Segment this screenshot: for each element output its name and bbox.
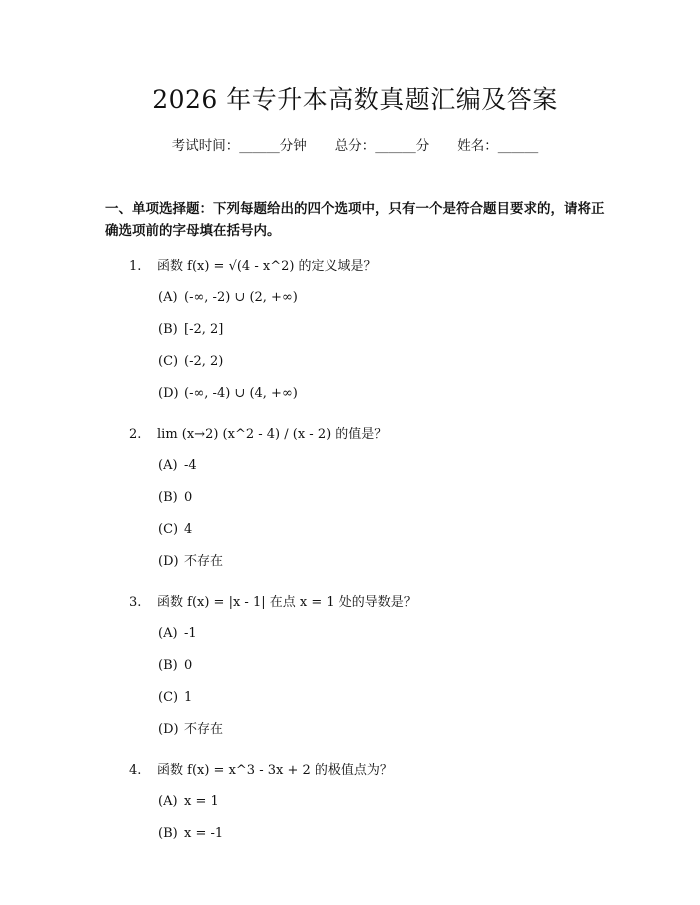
option-label: (B)	[158, 322, 178, 337]
option-c	[105, 346, 605, 378]
question-text: lim (x→2) (x^2 - 4) / (x - 2) 的值是？	[157, 427, 388, 442]
option-text: x = -1	[184, 826, 224, 841]
question-number: 3.	[129, 595, 142, 610]
question-number: 2.	[129, 427, 142, 442]
option-a	[105, 618, 605, 650]
option-label: (D)	[158, 722, 179, 737]
option-c	[105, 682, 605, 714]
option-text: (-∞, -4) ∪ (4, +∞)	[184, 386, 298, 401]
option-text: 0	[184, 490, 193, 505]
document-title: 2026 年专升本高数真题汇编及答案	[152, 85, 558, 114]
option-b	[105, 650, 605, 682]
option-text: 1	[184, 690, 193, 705]
option-b	[105, 818, 605, 850]
question-stem	[105, 252, 605, 282]
option-c	[105, 514, 605, 546]
option-a	[105, 786, 605, 818]
question-3	[105, 588, 605, 746]
question-text: 函数 f(x) = |x - 1| 在点 x = 1 处的导数是？	[157, 595, 417, 610]
option-d	[105, 546, 605, 578]
question-2	[105, 420, 605, 578]
question-number: 4.	[129, 763, 142, 778]
option-text: (-2, 2)	[184, 354, 224, 369]
option-d	[105, 714, 605, 746]
option-label: (C)	[158, 522, 179, 537]
option-d	[105, 378, 605, 410]
option-text: 4	[184, 522, 193, 537]
student-name-field: 姓名：______	[457, 138, 539, 154]
option-text: 不存在	[184, 554, 224, 569]
option-label: (A)	[158, 290, 178, 305]
option-text: [-2, 2]	[184, 322, 224, 337]
option-label: (D)	[158, 554, 179, 569]
option-label: (A)	[158, 458, 178, 473]
option-text: -4	[184, 458, 197, 473]
question-number: 1.	[129, 259, 142, 274]
option-b	[105, 482, 605, 514]
option-a	[105, 450, 605, 482]
option-b	[105, 314, 605, 346]
option-label: (C)	[158, 690, 179, 705]
question-stem	[105, 420, 605, 450]
option-label: (B)	[158, 826, 178, 841]
exam-time-field: 考试时间：______分钟	[171, 138, 307, 154]
option-label: (D)	[158, 386, 179, 401]
question-4	[105, 756, 605, 850]
option-label: (B)	[158, 658, 178, 673]
option-text: 0	[184, 658, 193, 673]
section-heading: 一、单项选择题：下列每题给出的四个选项中，只有一个是符合题目要求的，请将正确选项前的字母填在括号内。	[105, 201, 605, 239]
option-text: 不存在	[184, 722, 224, 737]
option-text: x = 1	[184, 794, 219, 809]
option-text: (-∞, -2) ∪ (2, +∞)	[184, 290, 298, 305]
option-label: (A)	[158, 626, 178, 641]
question-1	[105, 252, 605, 410]
total-score-field: 总分：______分	[334, 138, 430, 154]
exam-meta	[105, 136, 605, 156]
question-stem	[105, 588, 605, 618]
option-label: (B)	[158, 490, 178, 505]
option-label: (C)	[158, 354, 179, 369]
option-a	[105, 282, 605, 314]
question-text: 函数 f(x) = √(4 - x^2) 的定义域是？	[157, 259, 377, 274]
question-text: 函数 f(x) = x^3 - 3x + 2 的极值点为？	[157, 763, 393, 778]
option-text: -1	[184, 626, 197, 641]
option-label: (A)	[158, 794, 178, 809]
question-stem	[105, 756, 605, 786]
